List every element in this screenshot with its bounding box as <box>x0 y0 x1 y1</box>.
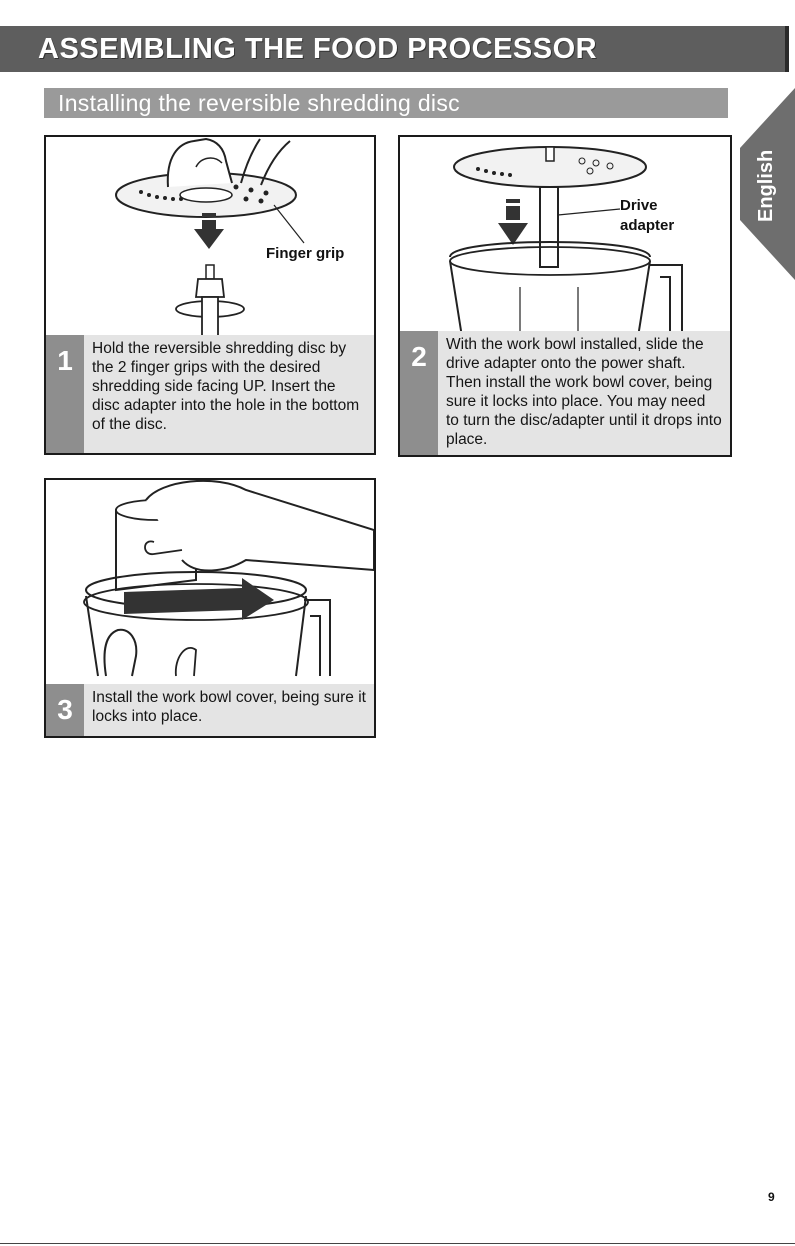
finger-grip-callout: Finger grip <box>266 245 345 262</box>
section-header <box>44 88 728 118</box>
step-number-badge <box>400 331 438 455</box>
step-number: 2 <box>411 341 427 372</box>
step-2-panel <box>398 135 732 457</box>
step-text: Install the work bowl cover, being sure it locks into place. <box>92 689 366 725</box>
drive-adapter-callout-line2: adapter <box>620 217 675 234</box>
step-number-badge <box>46 335 84 453</box>
step-text: With the work bowl installed, slide the drive adapter onto the power shaft. Then install the work bowl cover, being sure it locks into place. You may need to turn the disc/adapter until it drops into place. <box>446 336 722 448</box>
step-3-instruction <box>46 684 374 736</box>
step-text: Hold the reversible shredding disc by the 2 finger grips with the desired shredding side facing UP. Insert the disc adapter into the hole in the bottom of the disc. <box>92 340 360 433</box>
section-title: Installing the reversible shredding disc <box>58 90 460 116</box>
step-number-badge <box>46 684 84 736</box>
step-2-instruction <box>400 331 730 455</box>
step-1-panel <box>44 135 376 455</box>
language-label: English <box>755 149 777 223</box>
drive-adapter-illustration <box>400 137 730 337</box>
drive-adapter-callout-line1: Drive <box>620 197 658 214</box>
page-number: 9 <box>768 1190 775 1204</box>
bowl-cover-illustration <box>46 480 374 680</box>
page-title: ASSEMBLING THE FOOD PROCESSOR <box>38 33 598 65</box>
title-bar <box>0 26 789 72</box>
shredding-disc-illustration <box>46 137 374 337</box>
footer-divider <box>0 1243 795 1244</box>
step-1-instruction <box>46 335 374 453</box>
step-number: 1 <box>57 345 73 376</box>
step-number: 3 <box>57 694 73 725</box>
step-3-panel <box>44 478 376 738</box>
